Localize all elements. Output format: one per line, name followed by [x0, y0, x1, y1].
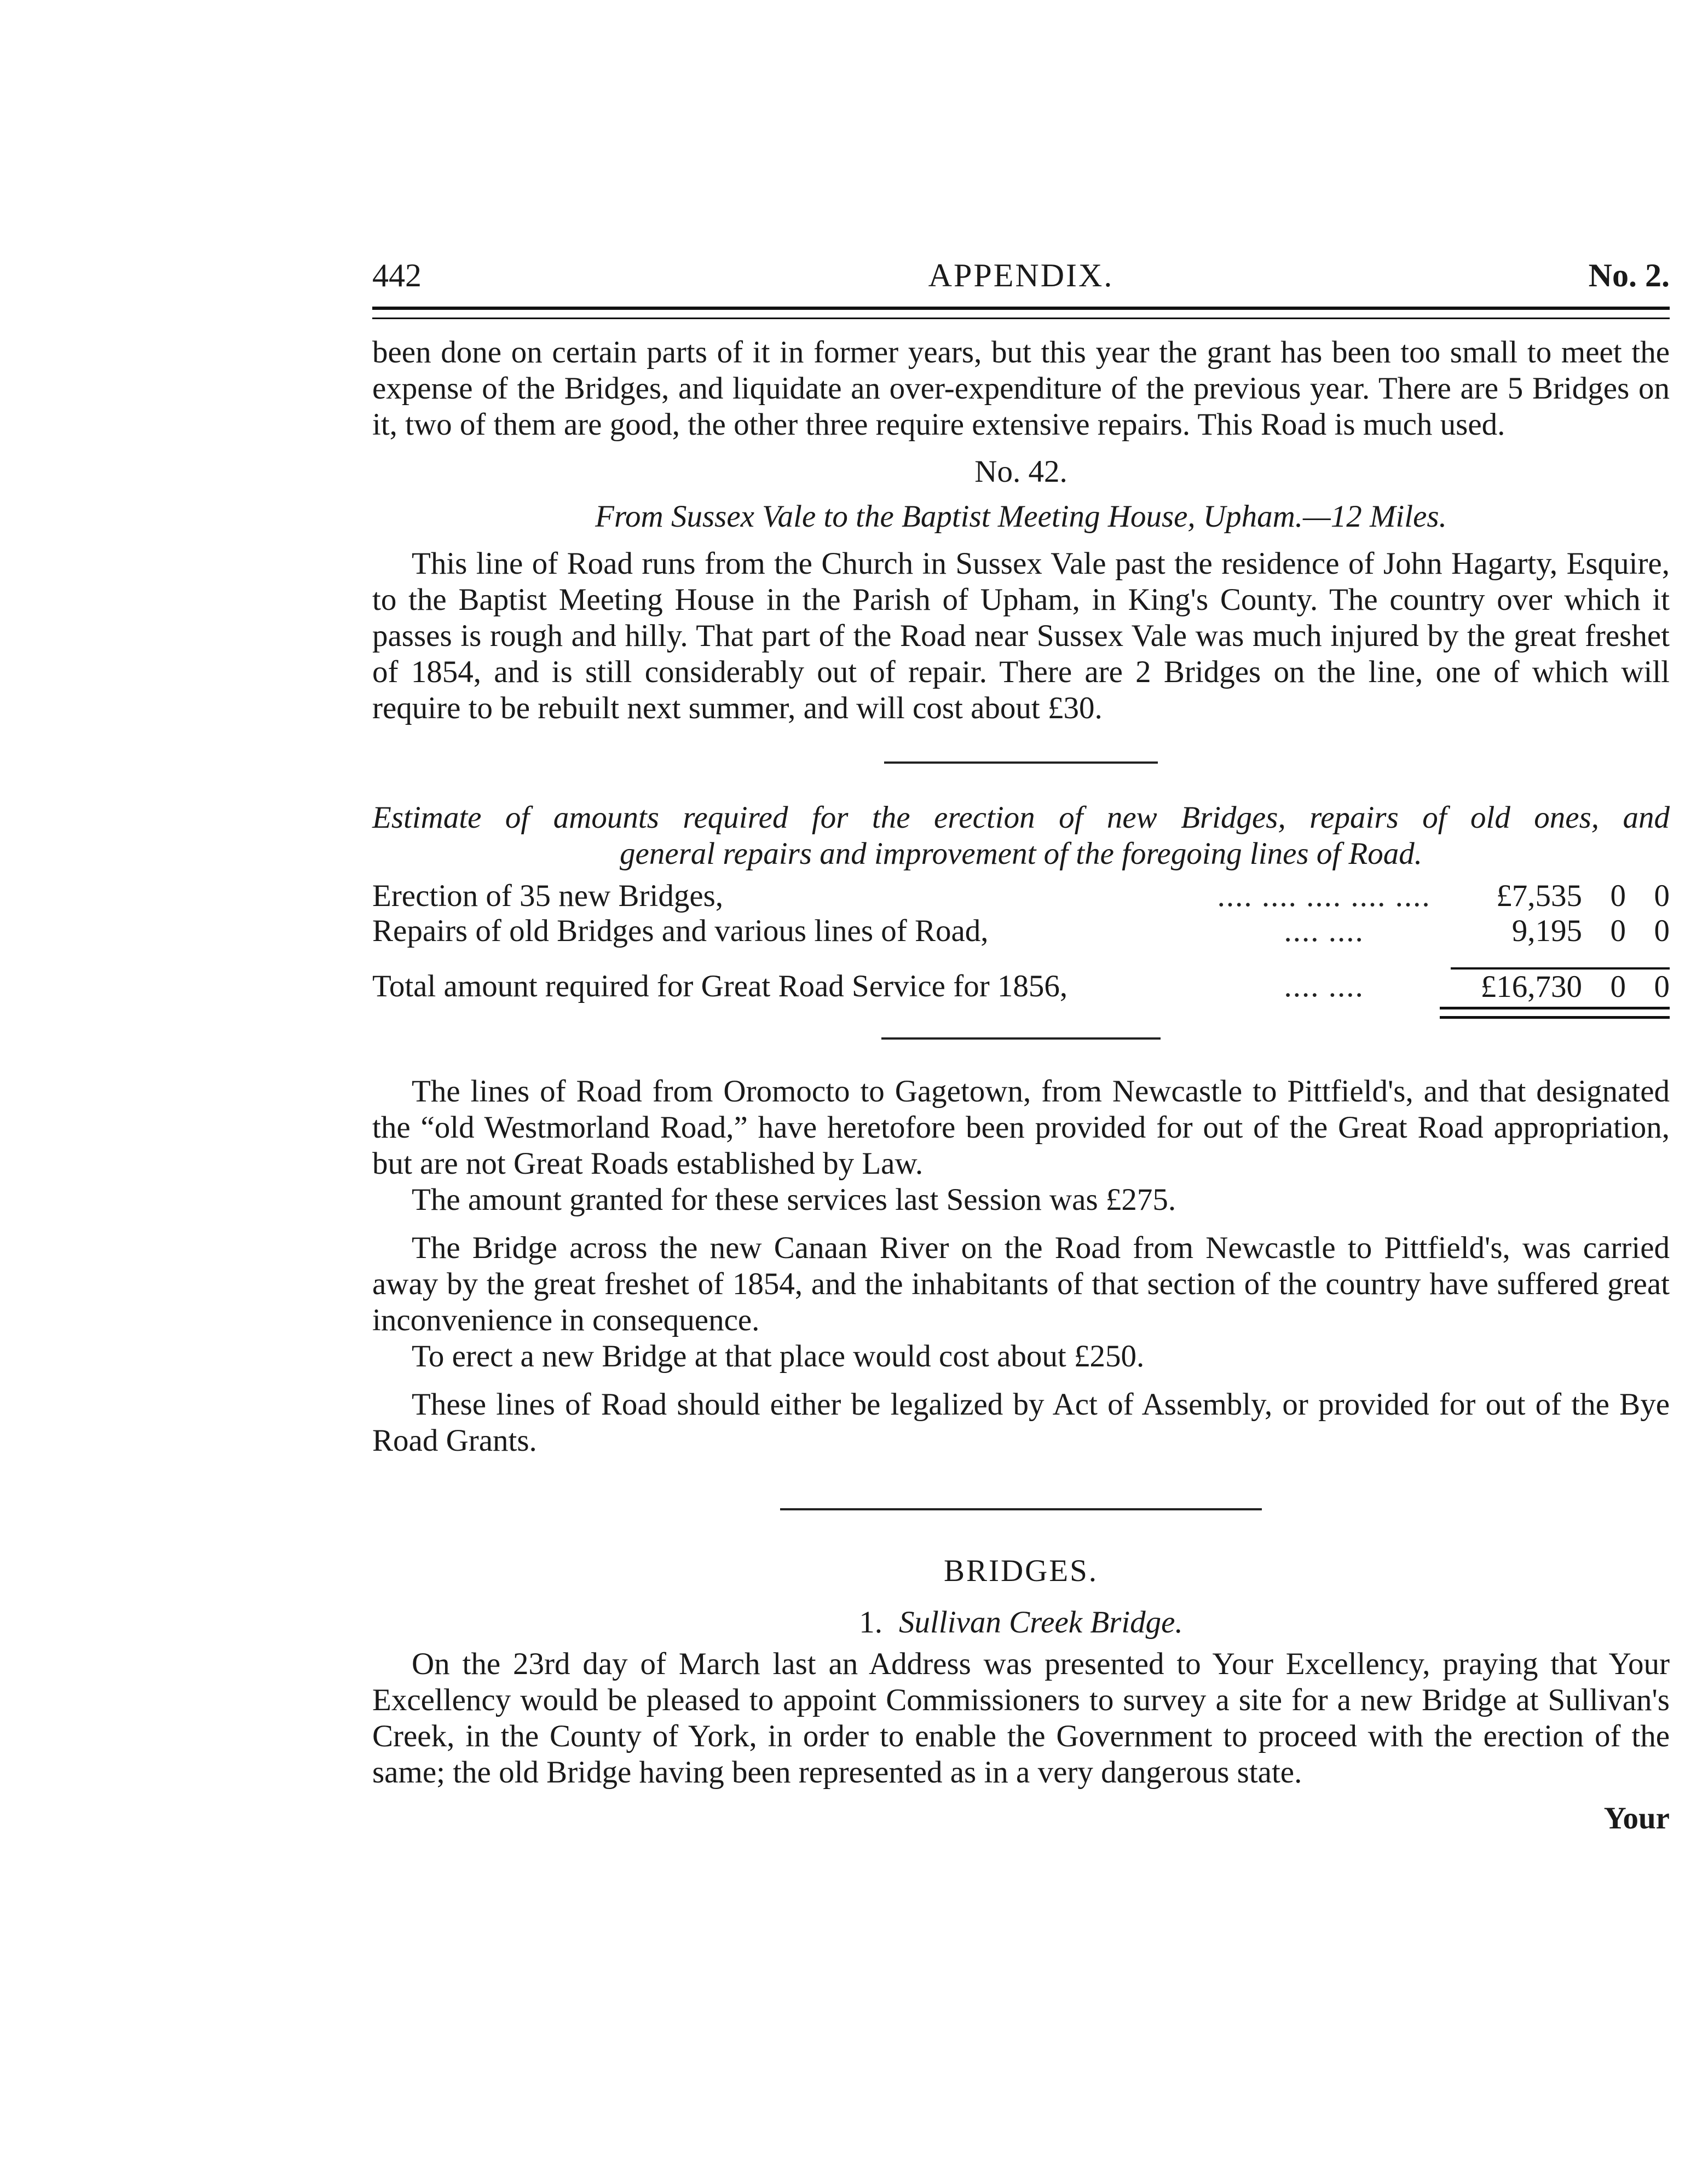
running-header	[372, 257, 1670, 301]
divider	[780, 1508, 1262, 1510]
route-title: From Sussex Vale to the Baptist Meeting House, Upham.—12 Miles.	[595, 499, 1447, 534]
row-pence: 0	[1654, 879, 1670, 913]
estimate-title-line2: general repairs and improvement of the foregoing lines of Road.	[620, 836, 1422, 871]
total-row	[372, 968, 1670, 1005]
catchword: Your	[1603, 1801, 1670, 1836]
estimate-table	[372, 879, 1670, 1005]
table-row	[372, 879, 1670, 914]
leader-dots: .... ....	[1284, 969, 1364, 1003]
divider	[881, 1037, 1161, 1040]
paragraph: The Bridge across the new Canaan River on the Road from Newcastle to Pittfield's, was carried away by the great freshet of 1854, and the inhabitants of that section of the country have suffered great inconvenience in consequence.	[372, 1231, 1670, 1337]
total-label: Total amount required for Great Road Service for 1856,	[372, 969, 1068, 1003]
leader-dots: .... .... .... .... ....	[1217, 879, 1431, 913]
estimate-title-line1: Estimate of amounts required for the erection of new Bridges, repairs of old ones, and	[372, 800, 1670, 835]
paragraph: To erect a new Bridge at that place would cost about £250.	[412, 1339, 1145, 1374]
section-body: This line of Road runs from the Church in Sussex Vale past the residence of John Hagarty, Esquire, to the Baptist Meeting House in the Parish of Upham, in King's County. The country over which it passes is rough and hilly. That part of the Road near Sussex Vale was much injured by the great freshet of 1854, and is still considerably out of repair. There are 2 Bridges on the line, one of which will require to be rebuilt next summer, and will cost about £30.	[372, 546, 1670, 725]
total-double-rule	[1440, 1007, 1670, 1019]
total-shillings: 0	[1582, 968, 1626, 1005]
header-rule	[372, 307, 1670, 319]
row-shillings: 0	[1610, 879, 1626, 913]
estimate-title	[372, 800, 1670, 872]
row-amount: £7,535	[1496, 879, 1582, 913]
row-amount: 9,195	[1511, 914, 1582, 948]
document-page	[372, 257, 1670, 1837]
row-shillings: 0	[1610, 914, 1626, 948]
paragraph: These lines of Road should either be legalized by Act of Assembly, or provided for out of the Bye Road Grants.	[372, 1387, 1670, 1458]
row-label: Repairs of old Bridges and various lines of Road,	[372, 914, 989, 948]
bridge-body: On the 23rd day of March last an Address was presented to Your Excellency, praying that Your Excellency would be pleased to appoint Commissioners to survey a site for a new Bridge at Sullivan's Creek, in the County of York, in order to enable the Government to proceed with the erection of the same; the old Bridge having been represented as in a very dangerous state.	[372, 1647, 1670, 1790]
paragraph: The lines of Road from Oromocto to Gagetown, from Newcastle to Pittfield's, and that designated the “old Westmorland Road,” have heretofore been provided for out of the Great Road appropriation, but are not Great Roads established by Law.	[372, 1074, 1670, 1181]
paragraph: The amount granted for these services last Session was £275.	[412, 1182, 1176, 1217]
continued-paragraph: been done on certain parts of it in former years, but this year the grant has been too small to meet the expense of the Bridges, and liquidate an over-expenditure of the previous year. There are 5 Bridges on it, two of them are good, the other three require extensive repairs. This Road is much used.	[372, 335, 1670, 442]
section-number: No. 42.	[974, 454, 1068, 489]
total-amount: £16,730	[1451, 968, 1582, 1005]
page-number: 442	[372, 257, 422, 293]
part-number: No. 2.	[1588, 257, 1670, 293]
bridge-subheading	[372, 1605, 1670, 1641]
bridge-item-number: 1.	[859, 1605, 883, 1640]
bridges-heading: BRIDGES.	[943, 1554, 1099, 1588]
row-pence: 0	[1654, 914, 1670, 948]
running-title: APPENDIX.	[928, 257, 1114, 293]
row-label: Erection of 35 new Bridges,	[372, 879, 724, 913]
bridge-item-title: Sullivan Creek Bridge.	[899, 1605, 1183, 1640]
total-pence: 0	[1626, 968, 1670, 1005]
leader-dots: .... ....	[1284, 914, 1364, 948]
table-row	[372, 914, 1670, 949]
divider	[884, 761, 1158, 764]
